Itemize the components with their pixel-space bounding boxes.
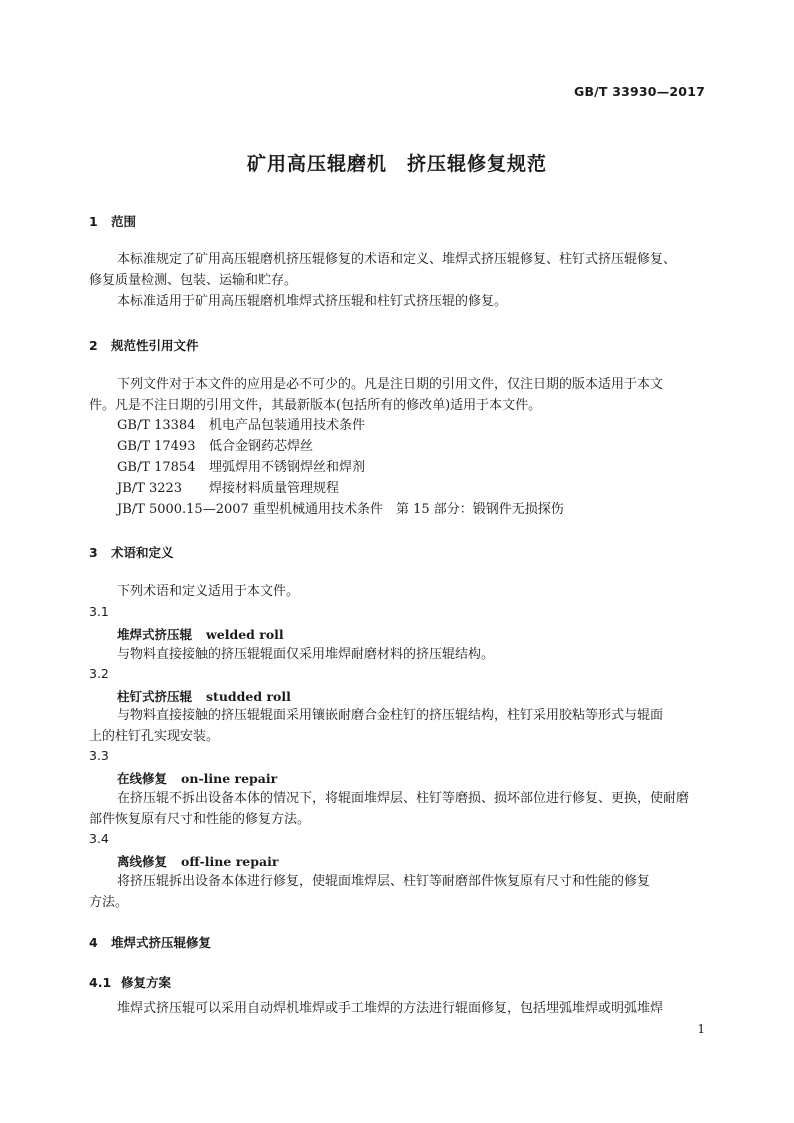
- reference-title: 焊接材料质量管理规程: [209, 481, 340, 496]
- reference-item: [117, 480, 734, 498]
- reference-title: 低合金钢药芯焊丝: [209, 439, 314, 454]
- reference-item: [117, 459, 734, 477]
- term-definition: 上的柱钉孔实现安装。: [89, 729, 220, 744]
- section-title: 修复方案: [121, 975, 172, 990]
- term-heading: [117, 852, 278, 870]
- standard-code: GB/T 33930—2017: [573, 84, 705, 99]
- reference-item: [117, 417, 734, 435]
- section-title: 术语和定义: [111, 545, 174, 560]
- term-zh: 堆焊式挤压辊: [117, 627, 193, 642]
- section-title: 规范性引用文件: [111, 338, 199, 353]
- page-number: 1: [697, 1022, 705, 1036]
- term-heading: [117, 625, 284, 643]
- section-1-heading: [89, 212, 136, 230]
- clause-number: 3.2: [89, 666, 109, 681]
- section-2-heading: [89, 336, 199, 354]
- term-en: studded roll: [206, 689, 291, 704]
- section-4-heading: [89, 933, 211, 951]
- document-title: 矿用高压辊磨机 挤压辊修复规范: [246, 153, 547, 175]
- term-heading: [117, 769, 277, 787]
- term-en: welded roll: [206, 627, 284, 642]
- term-definition: 与物料直接接触的挤压辊辊面仅采用堆焊耐磨材料的挤压辊结构。: [117, 647, 495, 662]
- clause-number: 3.1: [89, 604, 109, 619]
- term-definition: 与物料直接接触的挤压辊辊面采用镶嵌耐磨合金柱钉的挤压辊结构，柱钉采用胶粘等形式与辊面: [117, 708, 664, 723]
- term-definition: 将挤压辊拆出设备本体进行修复，使辊面堆焊层、柱钉等耐磨部件恢复原有尺寸和性能的修复: [117, 874, 651, 889]
- term-en: off-line repair: [181, 854, 279, 869]
- section-number: 3: [89, 545, 98, 560]
- reference-code: GB/T 17854: [117, 460, 196, 475]
- term-zh: 柱钉式挤压辊: [117, 689, 193, 704]
- reference-title: 埋弧焊用不锈钢焊丝和焊剂: [209, 460, 366, 475]
- paragraph-line: 本标准适用于矿用高压辊磨机堆焊式挤压辊和柱钉式挤压辊的修复。: [117, 294, 508, 309]
- term-heading: [117, 687, 291, 705]
- clause-number: 3.3: [89, 748, 109, 763]
- section-number: 4.1: [89, 975, 112, 990]
- section-title: 堆焊式挤压辊修复: [111, 935, 212, 950]
- reference-title: 机电产品包装通用技术条件: [209, 418, 366, 433]
- term-definition: 方法。: [89, 895, 129, 910]
- section-number: 4: [89, 935, 98, 950]
- section-number: 1: [89, 214, 98, 229]
- reference-code: GB/T 17493: [117, 439, 196, 454]
- paragraph-line: 修复质量检测、包装、运输和贮存。: [89, 273, 298, 288]
- clause-number: 3.4: [89, 831, 109, 846]
- paragraph-line: 本标准规定了矿用高压辊磨机挤压辊修复的术语和定义、堆焊式挤压辊修复、柱钉式挤压辊修复、: [117, 252, 677, 267]
- reference-title: 重型机械通用技术条件 第 15 部分：锻钢件无损探伤: [253, 502, 564, 517]
- section-3-heading: [89, 543, 174, 561]
- section-title: 范围: [111, 214, 137, 229]
- term-en: on-line repair: [181, 771, 278, 786]
- term-definition: 在挤压辊不拆出设备本体的情况下，将辊面堆焊层、柱钉等磨损、损坏部位进行修复、更换，使耐磨: [117, 791, 690, 806]
- reference-item: [117, 501, 734, 519]
- section-4-1-heading: [89, 973, 171, 991]
- section-number: 2: [89, 338, 98, 353]
- paragraph-line: 下列文件对于本文件的应用是必不可少的。凡是注日期的引用文件，仅注日期的版本适用于本文: [117, 377, 664, 392]
- paragraph-line: 堆焊式挤压辊可以采用自动焊机堆焊或手工堆焊的方法进行辊面修复，包括埋弧堆焊或明弧堆焊: [117, 1001, 664, 1016]
- reference-code: GB/T 13384: [117, 418, 196, 433]
- term-zh: 离线修复: [117, 854, 168, 869]
- reference-code: JB/T 3223: [117, 481, 183, 496]
- reference-item: [117, 438, 734, 456]
- paragraph-line: 件。凡是不注日期的引用文件，其最新版本(包括所有的修改单)适用于本文件。: [89, 398, 542, 413]
- term-zh: 在线修复: [117, 771, 168, 786]
- paragraph-line: 下列术语和定义适用于本文件。: [117, 584, 300, 599]
- reference-code: JB/T 5000.15—2007: [117, 502, 249, 517]
- term-definition: 部件恢复原有尺寸和性能的修复方法。: [89, 812, 311, 827]
